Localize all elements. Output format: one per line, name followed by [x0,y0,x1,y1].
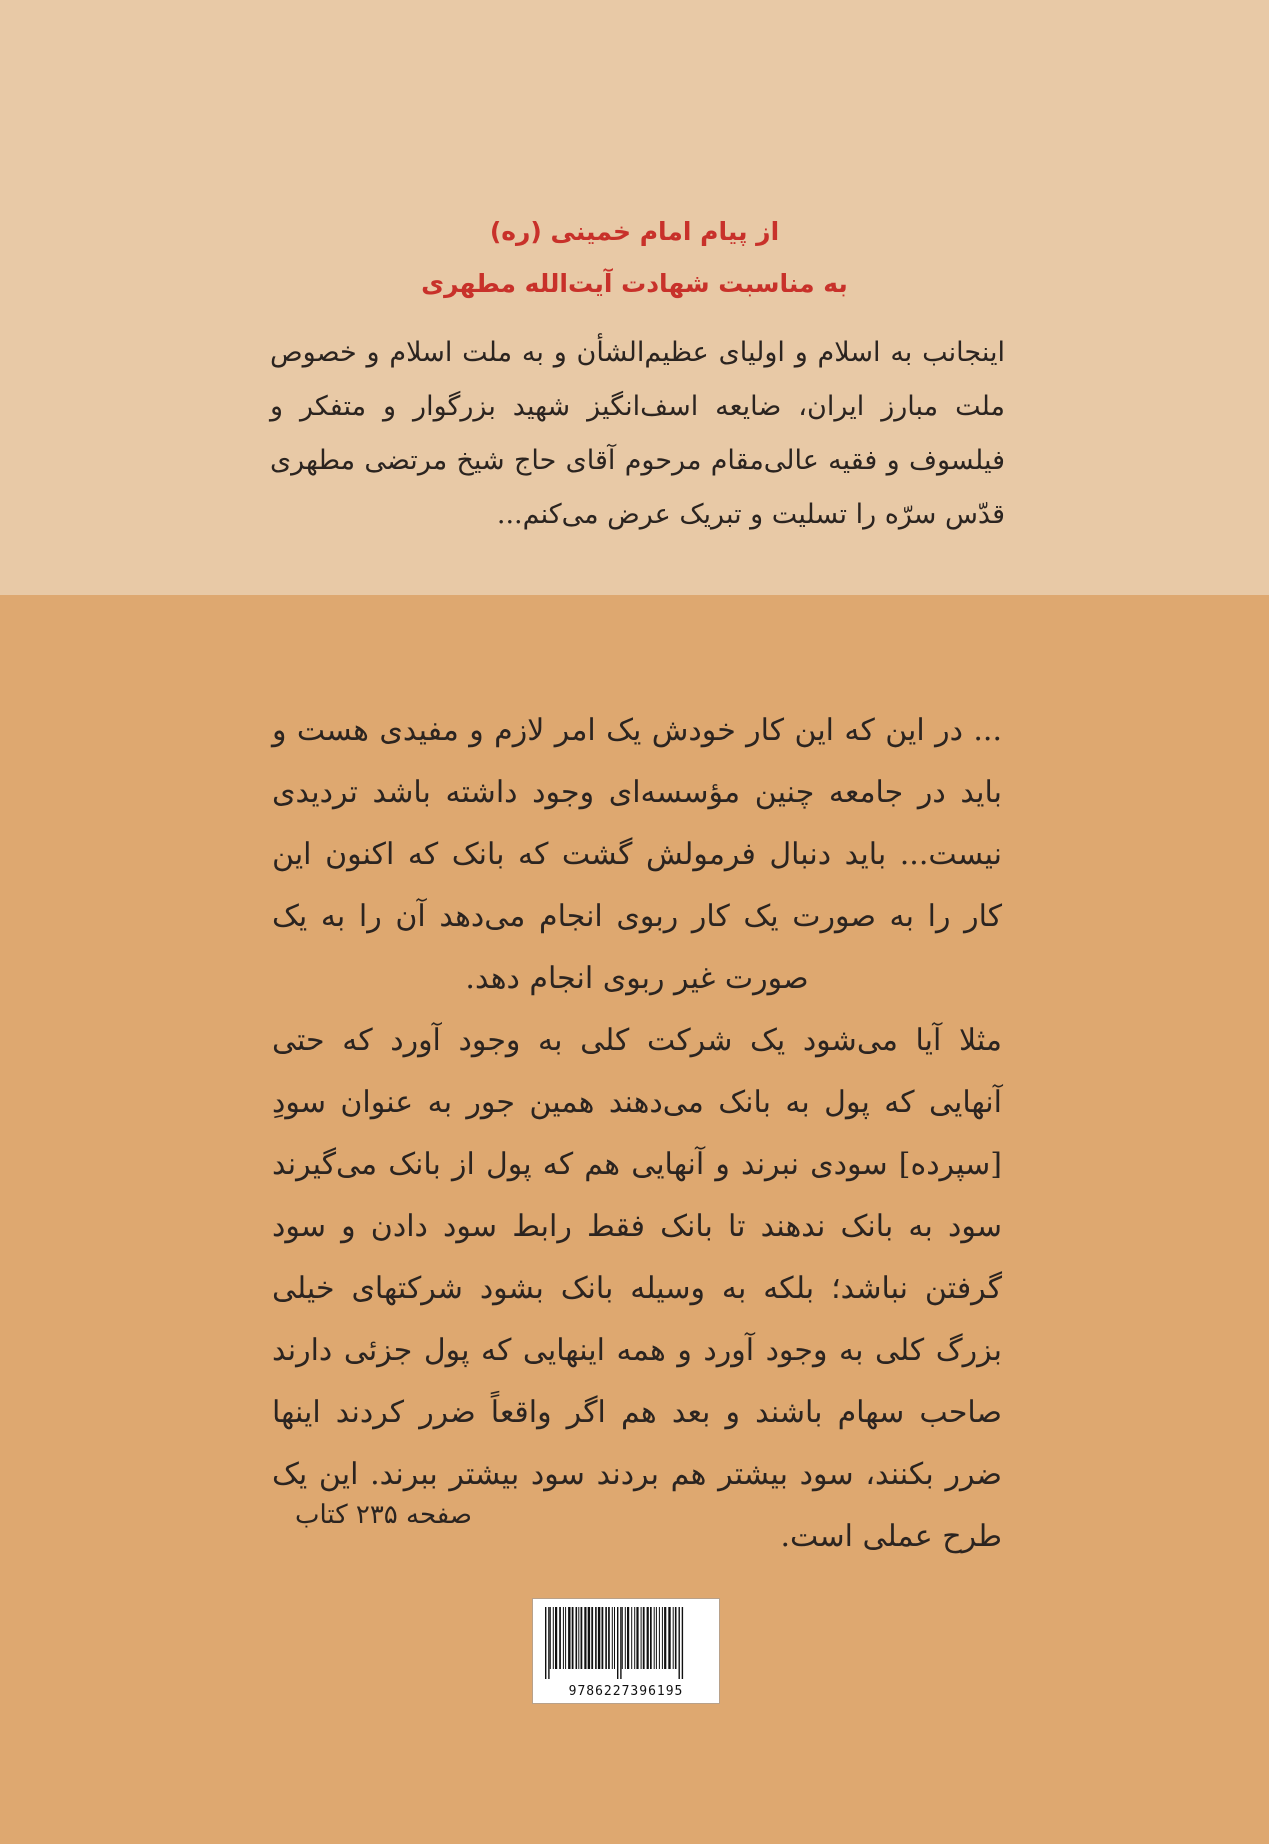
book-excerpt [272,700,1002,1568]
imam-message-text: اینجانب به اسلام و اولیای عظیم‌الشأن و به ملت اسلام و خصوص ملت مبارز ایران، ضایعه اسف‌انگیز شهید بزرگوار و متفکر و فیلسوف و فقیه عالی‌مقام مرحوم آقای حاج شیخ مرتضی مطهری قدّس سرّه را تسلیت و تبریک عرض می‌کنم... [270,337,1005,530]
page-reference: صفحه ۲۳۵ کتاب [294,1500,472,1530]
isbn-barcode [532,1598,720,1704]
header-title: از پیام امام خمینی (ره) [489,217,780,246]
header-subtitle: به مناسبت شهادت آیت‌الله مطهری [421,269,848,298]
excerpt-paragraph-2: مثلا آیا می‌شود یک شرکت کلی به وجود آورد که حتی آنهایی که پول به بانک می‌دهند همین جور به عنوان سودِ [سپرده] سودی نبرند و آنهایی هم که پول از بانک می‌گیرند سود به بانک ندهند تا بانک فقط رابط سود دادن و سود گرفتن نباشد؛ بلکه به وسیله بانک بشود شرکتهای خیلی بزرگ کلی به وجود آورد و همه اینهایی که پول جزئی دارند صاحب سهام باشند و بعد هم اگر واقعاً ضرر کردند اینها ضرر بکنند، سود بیشتر هم بردند سود بیشتر ببرند. این یک طرح عملی است. [272,1023,1002,1554]
barcode-bars-icon [543,1607,709,1679]
isbn-number: 9786227396195 [568,1684,684,1699]
excerpt-paragraph-1: ... در این که این کار خودش یک امر لازم و مفیدی هست و باید در جامعه چنین مؤسسه‌ای وجود داشته باشد تردیدی نیست... باید دنبال فرمولش گشت که بانک که اکنون این کار را به صورت یک کار ربوی انجام می‌دهد آن را به یک صورت غیر ربوی انجام دهد. [272,713,1002,996]
